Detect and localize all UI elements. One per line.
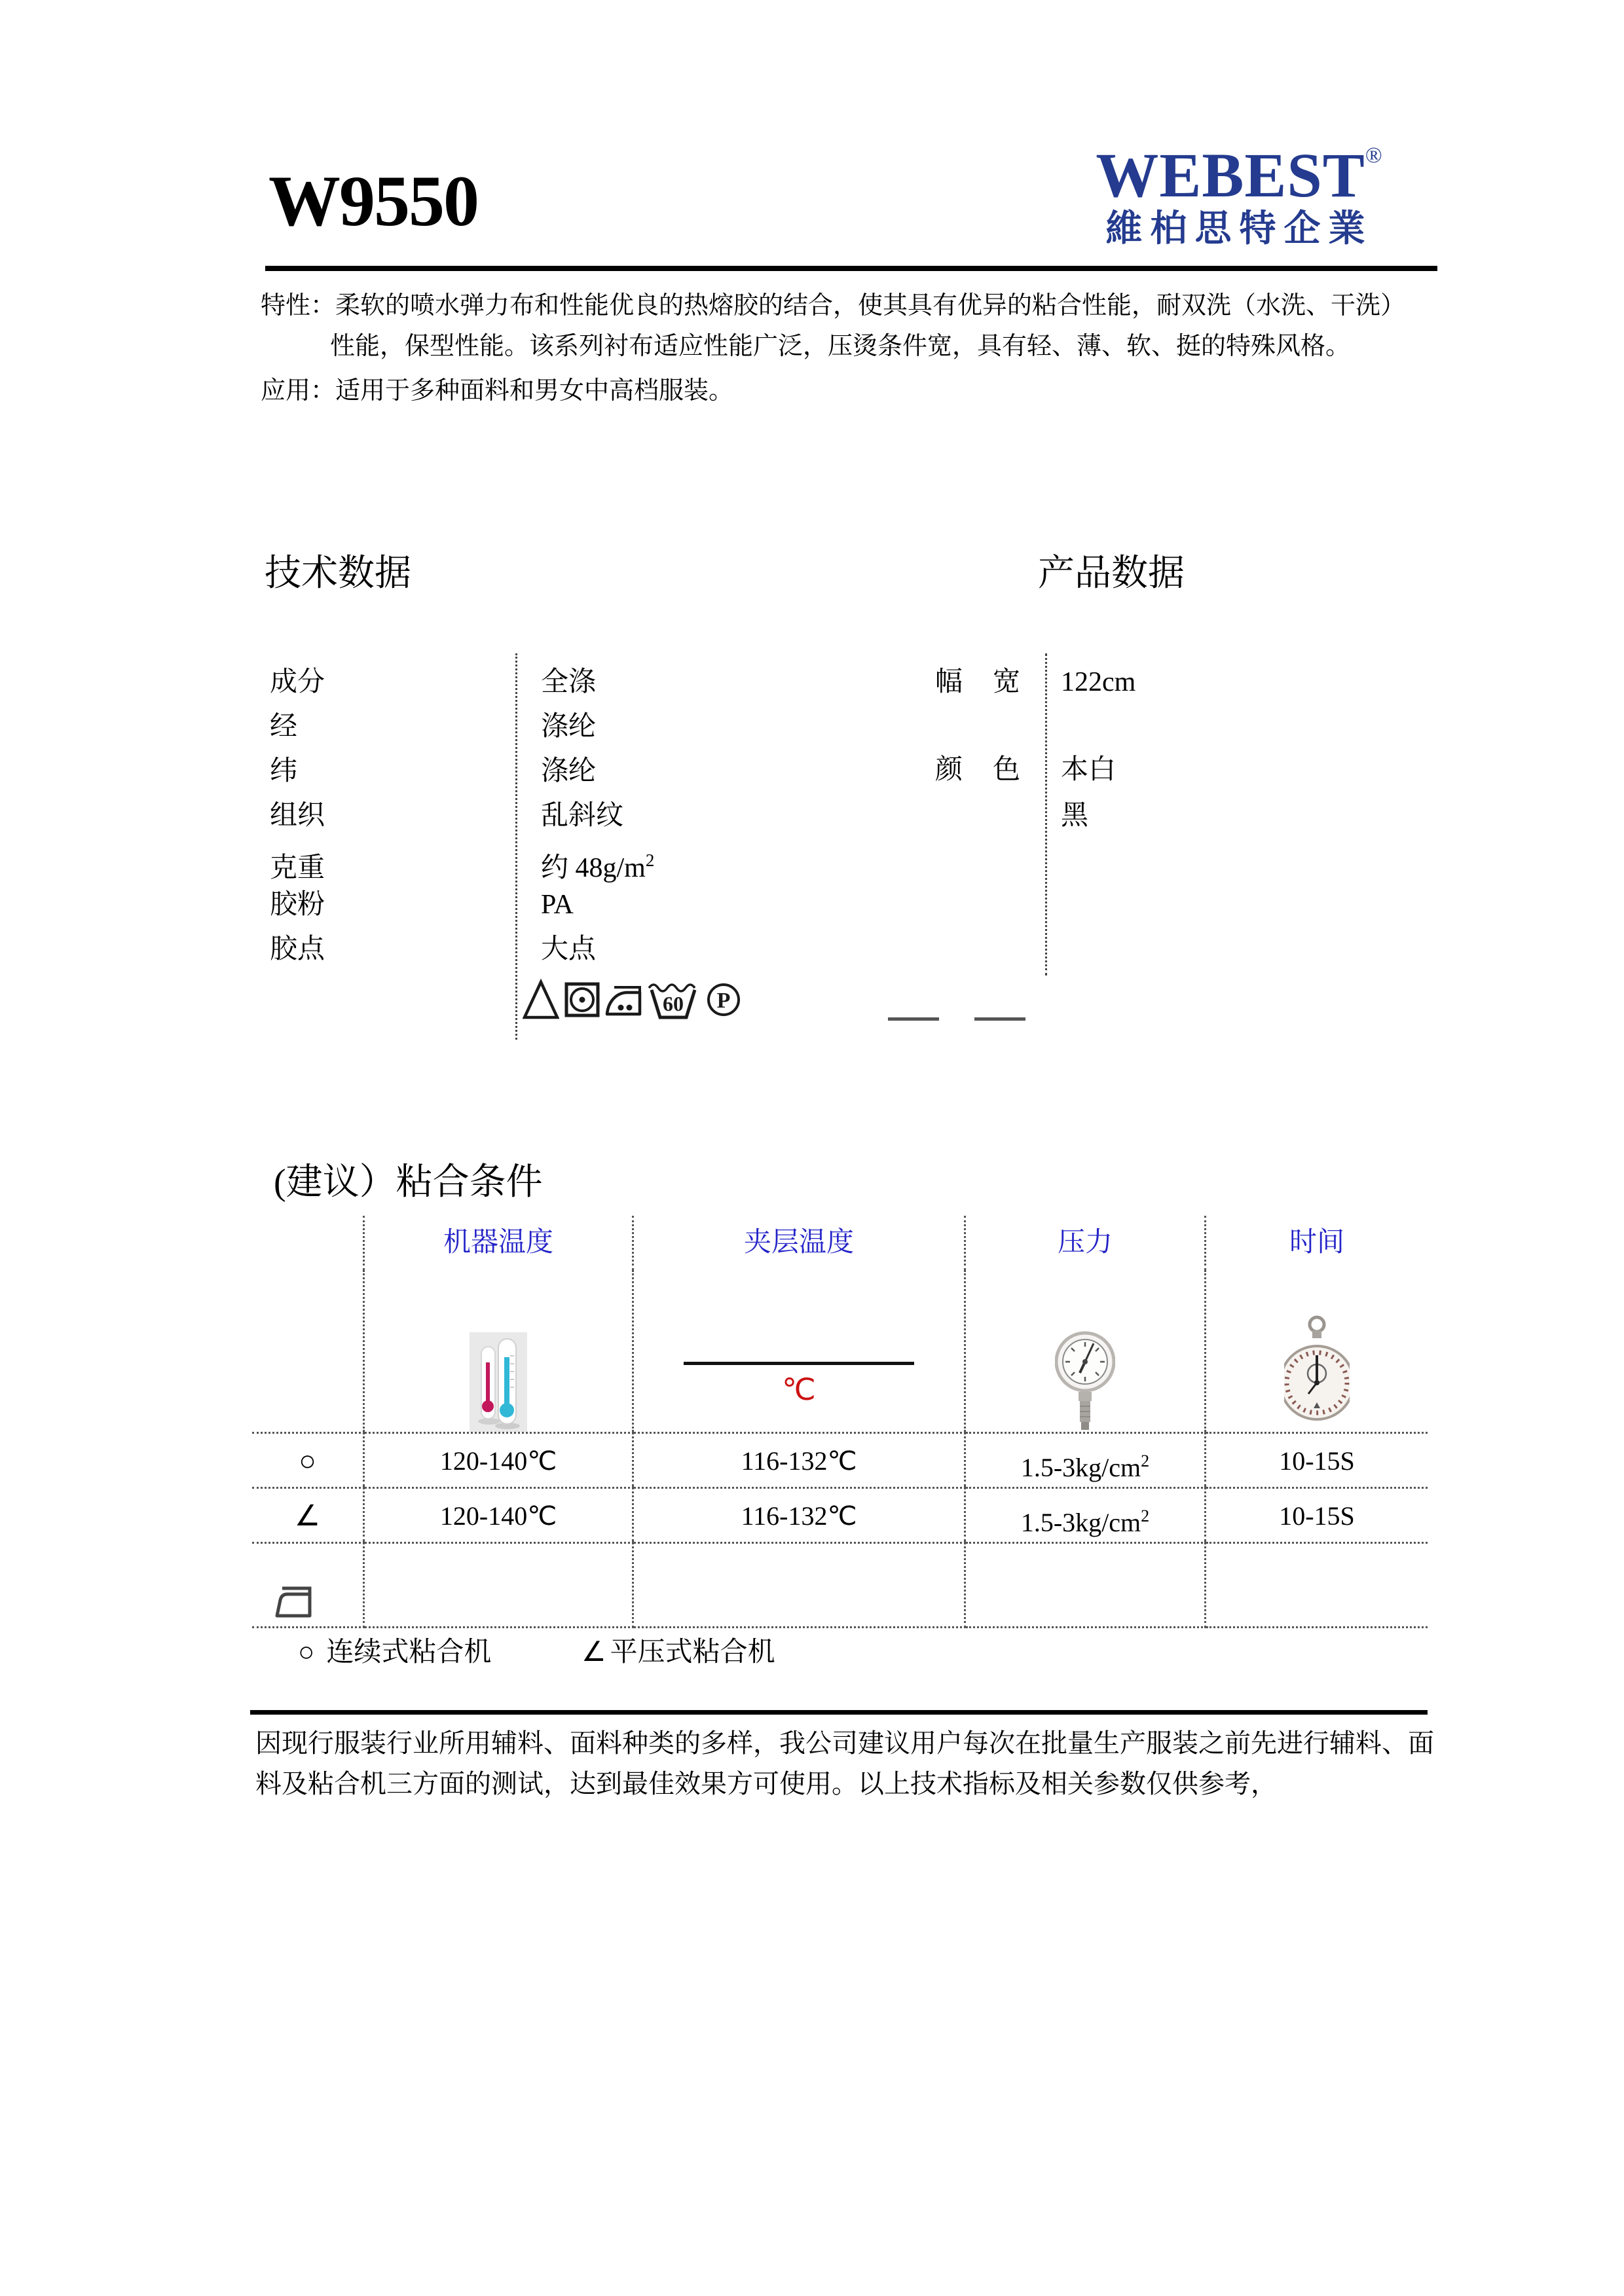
icon-cell-pressure xyxy=(966,1270,1206,1432)
row-value: 122cm xyxy=(1061,667,1136,697)
empty-cell xyxy=(634,1542,966,1628)
row-label: 经 xyxy=(270,712,298,742)
row-symbol-continuous: ○ xyxy=(252,1432,365,1487)
tech-data-table xyxy=(270,660,990,972)
empty-cell xyxy=(1206,1542,1428,1628)
table-row xyxy=(270,704,990,749)
legend-label: 连续式粘合机 xyxy=(326,1637,492,1667)
pressure-gauge-icon xyxy=(966,1315,1204,1437)
row-value-superscript: 2 xyxy=(645,850,655,870)
pressure-base: 1.5-3kg/cm xyxy=(1020,1508,1141,1537)
row-value: 涤纶 xyxy=(541,756,597,786)
row-label: 克重 xyxy=(270,853,325,883)
row-label: 颜 色 xyxy=(935,755,1022,785)
angle-symbol: ∠ xyxy=(581,1637,606,1667)
feature-line-1 xyxy=(261,285,1426,326)
pressure-superscript: 2 xyxy=(1141,1451,1150,1470)
column-header-interlayer-temp: 夹层温度 xyxy=(634,1216,966,1270)
table-row xyxy=(270,793,990,838)
dry-clean-letter: P xyxy=(716,989,731,1013)
bonding-conditions-heading: (建议）粘合条件 xyxy=(274,1162,543,1203)
logo-company-name: 維柏思特企業 xyxy=(1105,209,1373,249)
circle-symbol: ○ xyxy=(298,1637,315,1667)
legend-label: 平压式粘合机 xyxy=(610,1637,775,1667)
corner-cell xyxy=(252,1216,365,1270)
logo-brand-text xyxy=(1087,140,1392,210)
pressure-superscript: 2 xyxy=(1141,1506,1150,1525)
legend-flat-press-machine xyxy=(581,1635,775,1669)
header-divider-rule xyxy=(265,266,1437,271)
bonding-conditions-table xyxy=(252,1216,1428,1628)
table-row xyxy=(935,748,1022,792)
machine-temp-value: 120-140℃ xyxy=(365,1487,634,1542)
row-label: 胶点 xyxy=(270,934,325,964)
pressure-value xyxy=(966,1487,1206,1542)
feature-text-2: 性能，保型性能。该系列衬布适应性能广泛，压烫条件宽，具有轻、薄、软、挺的特殊风格。 xyxy=(330,333,1351,360)
pressure-value xyxy=(966,1432,1206,1487)
blank-line-mark xyxy=(888,1017,939,1021)
product-divider-dotted-line xyxy=(1045,653,1047,975)
row-symbol-flat-press: ∠ xyxy=(252,1487,365,1542)
row-label: 幅 宽 xyxy=(935,667,1022,697)
bleach-triangle-icon xyxy=(523,978,559,1023)
interlayer-rule-line xyxy=(684,1362,914,1365)
icon-cell-machine-temp xyxy=(365,1270,634,1432)
table-row xyxy=(270,749,990,793)
icon-cell-time xyxy=(1206,1270,1428,1432)
column-header-pressure: 压力 xyxy=(966,1216,1206,1270)
row-label: 成分 xyxy=(270,667,325,697)
feature-text-1: 柔软的喷水弹力布和性能优良的热熔胶的结合，使其具有优异的粘合性能，耐双洗（水洗、干洗） xyxy=(335,292,1406,319)
interlayer-temp-value: 116-132℃ xyxy=(634,1487,966,1542)
product-data-heading: 产品数据 xyxy=(1038,553,1185,594)
tumble-dry-icon xyxy=(564,982,600,1021)
legend-continuous-machine xyxy=(298,1635,491,1669)
table-row xyxy=(270,927,990,972)
empty-cell xyxy=(966,1542,1206,1628)
row-value: 涤纶 xyxy=(541,712,597,742)
thermometer-icon xyxy=(365,1332,632,1435)
table-row xyxy=(270,838,990,883)
wash-temperature: 60 xyxy=(663,992,684,1015)
row-value: 约 48g/m xyxy=(541,853,646,883)
feature-label: 特性： xyxy=(261,292,336,319)
stopwatch-icon xyxy=(1206,1315,1428,1430)
icon-cell-interlayer-temp xyxy=(634,1270,966,1432)
row-value: 乱斜纹 xyxy=(541,801,624,831)
table-row xyxy=(270,883,990,927)
disclaimer-line-2: 料及粘合机三方面的测试，达到最佳效果方可使用。以上技术指标及相关参数仅供参考， xyxy=(255,1769,1277,1798)
tech-data-heading: 技术数据 xyxy=(265,553,411,594)
row-value: 大点 xyxy=(541,934,597,964)
column-header-machine-temp: 机器温度 xyxy=(365,1216,634,1270)
table-row xyxy=(935,660,1022,704)
registered-mark: ® xyxy=(1365,143,1383,168)
feature-line-2 xyxy=(261,326,1426,367)
logo-brand-word: WEBEST xyxy=(1096,140,1365,210)
disclaimer-line-1: 因现行服装行业所用辅料、面料种类的多样，我公司建议用户每次在批量生产服装之前先进行辅料、面 xyxy=(255,1728,1434,1758)
product-code-title: W9550 xyxy=(268,161,478,241)
wash-60-icon xyxy=(647,978,699,1026)
intro-section xyxy=(261,285,1426,411)
table-row xyxy=(270,660,990,704)
pressure-base: 1.5-3kg/cm xyxy=(1020,1453,1141,1482)
row-label: 纬 xyxy=(270,756,298,786)
row-label: 胶粉 xyxy=(270,890,325,920)
icon-cell-empty xyxy=(252,1270,365,1432)
row-label: 组织 xyxy=(270,801,325,831)
celsius-label: ℃ xyxy=(782,1372,816,1407)
application-text: 适用于多种面料和男女中高档服装。 xyxy=(335,377,734,405)
time-value: 10-15S xyxy=(1206,1432,1428,1487)
application-line xyxy=(261,371,1426,411)
empty-cell xyxy=(365,1542,634,1628)
row-value: 全涤 xyxy=(541,667,597,697)
row-value: 本白 xyxy=(1061,755,1116,785)
row-value: PA xyxy=(541,890,574,920)
company-logo xyxy=(1087,140,1392,249)
application-label: 应用： xyxy=(261,377,336,405)
column-header-time: 时间 xyxy=(1289,1228,1344,1258)
iron-icon xyxy=(272,1582,314,1623)
interlayer-temp-value: 116-132℃ xyxy=(634,1432,966,1487)
dry-clean-p-icon xyxy=(706,982,741,1021)
disclaimer-paragraph xyxy=(255,1723,1434,1804)
machine-temp-value: 120-140℃ xyxy=(365,1432,634,1487)
footer-divider-rule xyxy=(250,1710,1428,1715)
blank-line-mark xyxy=(974,1017,1025,1021)
iron-row-cell xyxy=(252,1542,365,1628)
time-value: 10-15S xyxy=(1206,1487,1428,1542)
row-value: 黑 xyxy=(1061,801,1089,831)
iron-two-dots-icon xyxy=(604,983,643,1021)
